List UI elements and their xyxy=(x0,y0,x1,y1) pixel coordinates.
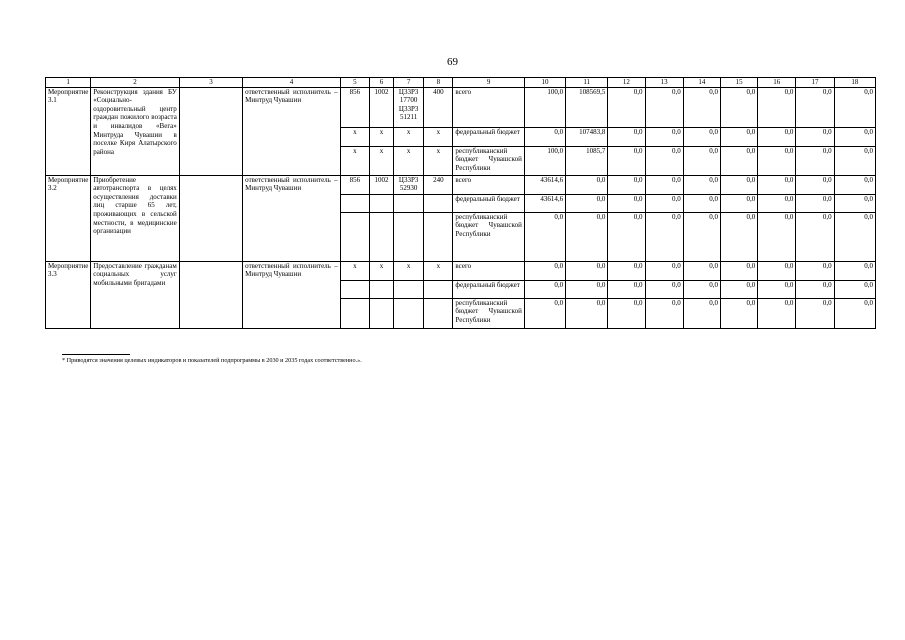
funding-source-cell: всего xyxy=(453,175,524,194)
value-cell: 0,0 xyxy=(683,175,720,194)
target-article-cell xyxy=(394,194,424,212)
value-cell: 0,0 xyxy=(566,261,608,280)
section-code-cell xyxy=(369,212,393,261)
program-table xyxy=(45,77,876,329)
target-article-cell: x xyxy=(394,261,424,280)
value-cell: 0,0 xyxy=(758,212,796,261)
funding-source-cell: всего xyxy=(453,87,524,127)
budget-code-cell xyxy=(340,212,369,261)
activity-name: Предоставление гражданам социальных услуг мобильными бригадами xyxy=(91,261,180,328)
value-cell: 0,0 xyxy=(645,261,683,280)
column-header-7: 7 xyxy=(394,78,424,88)
expense-group-cell: 240 xyxy=(424,175,453,194)
expense-group-cell xyxy=(424,194,453,212)
value-cell: 0,0 xyxy=(834,175,875,194)
header-row xyxy=(46,78,876,88)
value-cell: 0,0 xyxy=(566,298,608,328)
value-cell: 0,0 xyxy=(758,194,796,212)
value-cell: 0,0 xyxy=(796,194,834,212)
value-cell: 0,0 xyxy=(834,298,875,328)
budget-code-cell: x xyxy=(340,127,369,146)
value-cell: 0,0 xyxy=(683,194,720,212)
funding-source-cell: республиканский бюджет Чувашской Республики xyxy=(453,146,524,175)
value-cell: 0,0 xyxy=(645,212,683,261)
value-cell: 100,0 xyxy=(524,146,565,175)
value-cell: 0,0 xyxy=(645,280,683,298)
column-header-1: 1 xyxy=(46,78,91,88)
value-cell: 100,0 xyxy=(524,87,565,127)
column-header-14: 14 xyxy=(683,78,720,88)
value-cell: 0,0 xyxy=(796,261,834,280)
budget-code-cell xyxy=(340,298,369,328)
budget-code-cell xyxy=(340,194,369,212)
section-code-cell: x xyxy=(369,261,393,280)
value-cell: 0,0 xyxy=(566,194,608,212)
column-header-11: 11 xyxy=(566,78,608,88)
value-cell: 43614,6 xyxy=(524,194,565,212)
value-cell: 0,0 xyxy=(566,212,608,261)
table-row xyxy=(46,87,876,127)
value-cell: 0,0 xyxy=(796,127,834,146)
value-cell: 0,0 xyxy=(834,127,875,146)
value-cell: 0,0 xyxy=(834,87,875,127)
value-cell: 0,0 xyxy=(566,175,608,194)
column-3-cell xyxy=(179,261,242,328)
column-3-cell xyxy=(179,87,242,175)
value-cell: 0,0 xyxy=(796,298,834,328)
budget-code-cell xyxy=(340,280,369,298)
column-header-2: 2 xyxy=(91,78,180,88)
value-cell: 0,0 xyxy=(758,127,796,146)
column-3-cell xyxy=(179,175,242,261)
section-code-cell: 1002 xyxy=(369,175,393,194)
funding-source-cell: республиканский бюджет Чувашской Республики xyxy=(453,212,524,261)
expense-group-cell: x xyxy=(424,146,453,175)
target-article-cell: x xyxy=(394,146,424,175)
value-cell: 0,0 xyxy=(524,298,565,328)
value-cell: 0,0 xyxy=(608,298,645,328)
funding-source-cell: всего xyxy=(453,261,524,280)
column-header-13: 13 xyxy=(645,78,683,88)
value-cell: 0,0 xyxy=(608,194,645,212)
value-cell: 0,0 xyxy=(524,212,565,261)
value-cell: 0,0 xyxy=(834,280,875,298)
value-cell: 0,0 xyxy=(758,261,796,280)
value-cell: 0,0 xyxy=(645,175,683,194)
expense-group-cell: x xyxy=(424,261,453,280)
value-cell: 0,0 xyxy=(608,87,645,127)
section-code-cell xyxy=(369,280,393,298)
section-code-cell: x xyxy=(369,146,393,175)
value-cell: 0,0 xyxy=(720,298,757,328)
value-cell: 0,0 xyxy=(683,212,720,261)
value-cell: 0,0 xyxy=(720,280,757,298)
value-cell: 0,0 xyxy=(645,127,683,146)
value-cell: 0,0 xyxy=(796,175,834,194)
value-cell: 0,0 xyxy=(834,261,875,280)
value-cell: 0,0 xyxy=(720,212,757,261)
responsible-executor: ответственный исполнитель – Минтруд Чувашии xyxy=(243,87,341,175)
value-cell: 0,0 xyxy=(758,87,796,127)
footnote-divider xyxy=(62,354,130,355)
target-article-cell xyxy=(394,212,424,261)
column-header-4: 4 xyxy=(243,78,341,88)
value-cell: 0,0 xyxy=(683,280,720,298)
value-cell: 43614,6 xyxy=(524,175,565,194)
value-cell: 1085,7 xyxy=(566,146,608,175)
footnote: * Приводятся значения целевых индикаторов и показателей подпрограммы в 2030 и 2035 годах соответственно.». xyxy=(62,357,362,364)
activity-name: Приобретение автотранспорта в целях осуществления доставки лиц старше 65 лет, проживающих в сельской местности, в медицинские организации xyxy=(91,175,180,261)
value-cell: 0,0 xyxy=(758,146,796,175)
responsible-executor: ответственный исполнитель – Минтруд Чувашии xyxy=(243,175,341,261)
column-header-16: 16 xyxy=(758,78,796,88)
value-cell: 0,0 xyxy=(683,87,720,127)
value-cell: 0,0 xyxy=(645,298,683,328)
budget-code-cell: x xyxy=(340,146,369,175)
column-header-10: 10 xyxy=(524,78,565,88)
expense-group-cell: x xyxy=(424,127,453,146)
activity-id: Мероприятие 3.3 xyxy=(46,261,91,328)
column-header-17: 17 xyxy=(796,78,834,88)
value-cell: 0,0 xyxy=(796,212,834,261)
value-cell: 0,0 xyxy=(645,146,683,175)
value-cell: 0,0 xyxy=(683,127,720,146)
value-cell: 0,0 xyxy=(720,146,757,175)
target-article-cell xyxy=(394,280,424,298)
column-header-12: 12 xyxy=(608,78,645,88)
section-code-cell: 1002 xyxy=(369,87,393,127)
value-cell: 0,0 xyxy=(834,146,875,175)
expense-group-cell xyxy=(424,212,453,261)
table-row xyxy=(46,261,876,280)
value-cell: 0,0 xyxy=(834,194,875,212)
value-cell: 0,0 xyxy=(608,175,645,194)
column-header-15: 15 xyxy=(720,78,757,88)
value-cell: 107483,8 xyxy=(566,127,608,146)
value-cell: 0,0 xyxy=(758,298,796,328)
funding-source-cell: федеральный бюджет xyxy=(453,127,524,146)
expense-group-cell: 400 xyxy=(424,87,453,127)
value-cell: 0,0 xyxy=(834,212,875,261)
target-article-cell xyxy=(394,298,424,328)
value-cell: 0,0 xyxy=(645,87,683,127)
funding-source-cell: федеральный бюджет xyxy=(453,194,524,212)
value-cell: 0,0 xyxy=(720,175,757,194)
value-cell: 0,0 xyxy=(524,280,565,298)
value-cell: 108569,5 xyxy=(566,87,608,127)
table-row xyxy=(46,175,876,194)
value-cell: 0,0 xyxy=(796,280,834,298)
funding-source-cell: федеральный бюджет xyxy=(453,280,524,298)
value-cell: 0,0 xyxy=(683,146,720,175)
expense-group-cell xyxy=(424,280,453,298)
value-cell: 0,0 xyxy=(683,298,720,328)
value-cell: 0,0 xyxy=(720,261,757,280)
activity-name: Реконструкция здания БУ «Социально-оздоровительный центр граждан пожилого возраста и инвалидов «Вега» Минтруда Чувашии в поселке Киря Алатырского района xyxy=(91,87,180,175)
target-article-cell: Ц33Р3 52930 xyxy=(394,175,424,194)
column-header-8: 8 xyxy=(424,78,453,88)
value-cell: 0,0 xyxy=(566,280,608,298)
responsible-executor: ответственный исполнитель – Минтруд Чувашии xyxy=(243,261,341,328)
budget-code-cell: 856 xyxy=(340,175,369,194)
column-header-9: 9 xyxy=(453,78,524,88)
budget-code-cell: x xyxy=(340,261,369,280)
value-cell: 0,0 xyxy=(683,261,720,280)
value-cell: 0,0 xyxy=(796,87,834,127)
activity-id: Мероприятие 3.1 xyxy=(46,87,91,175)
page-number: 69 xyxy=(447,56,458,68)
value-cell: 0,0 xyxy=(720,87,757,127)
value-cell: 0,0 xyxy=(796,146,834,175)
value-cell: 0,0 xyxy=(608,146,645,175)
funding-source-cell: республиканский бюджет Чувашской Республики xyxy=(453,298,524,328)
value-cell: 0,0 xyxy=(608,280,645,298)
value-cell: 0,0 xyxy=(758,280,796,298)
expense-group-cell xyxy=(424,298,453,328)
value-cell: 0,0 xyxy=(524,261,565,280)
section-code-cell xyxy=(369,298,393,328)
activity-id: Мероприятие 3.2 xyxy=(46,175,91,261)
value-cell: 0,0 xyxy=(608,212,645,261)
value-cell: 0,0 xyxy=(720,127,757,146)
section-code-cell xyxy=(369,194,393,212)
column-header-18: 18 xyxy=(834,78,875,88)
column-header-3: 3 xyxy=(179,78,242,88)
target-article-cell: Ц33Р3 17700 Ц33Р3 51211 xyxy=(394,87,424,127)
value-cell: 0,0 xyxy=(645,194,683,212)
column-header-6: 6 xyxy=(369,78,393,88)
column-header-5: 5 xyxy=(340,78,369,88)
value-cell: 0,0 xyxy=(758,175,796,194)
value-cell: 0,0 xyxy=(608,261,645,280)
target-article-cell: x xyxy=(394,127,424,146)
section-code-cell: x xyxy=(369,127,393,146)
value-cell: 0,0 xyxy=(608,127,645,146)
value-cell: 0,0 xyxy=(720,194,757,212)
value-cell: 0,0 xyxy=(524,127,565,146)
budget-code-cell: 856 xyxy=(340,87,369,127)
